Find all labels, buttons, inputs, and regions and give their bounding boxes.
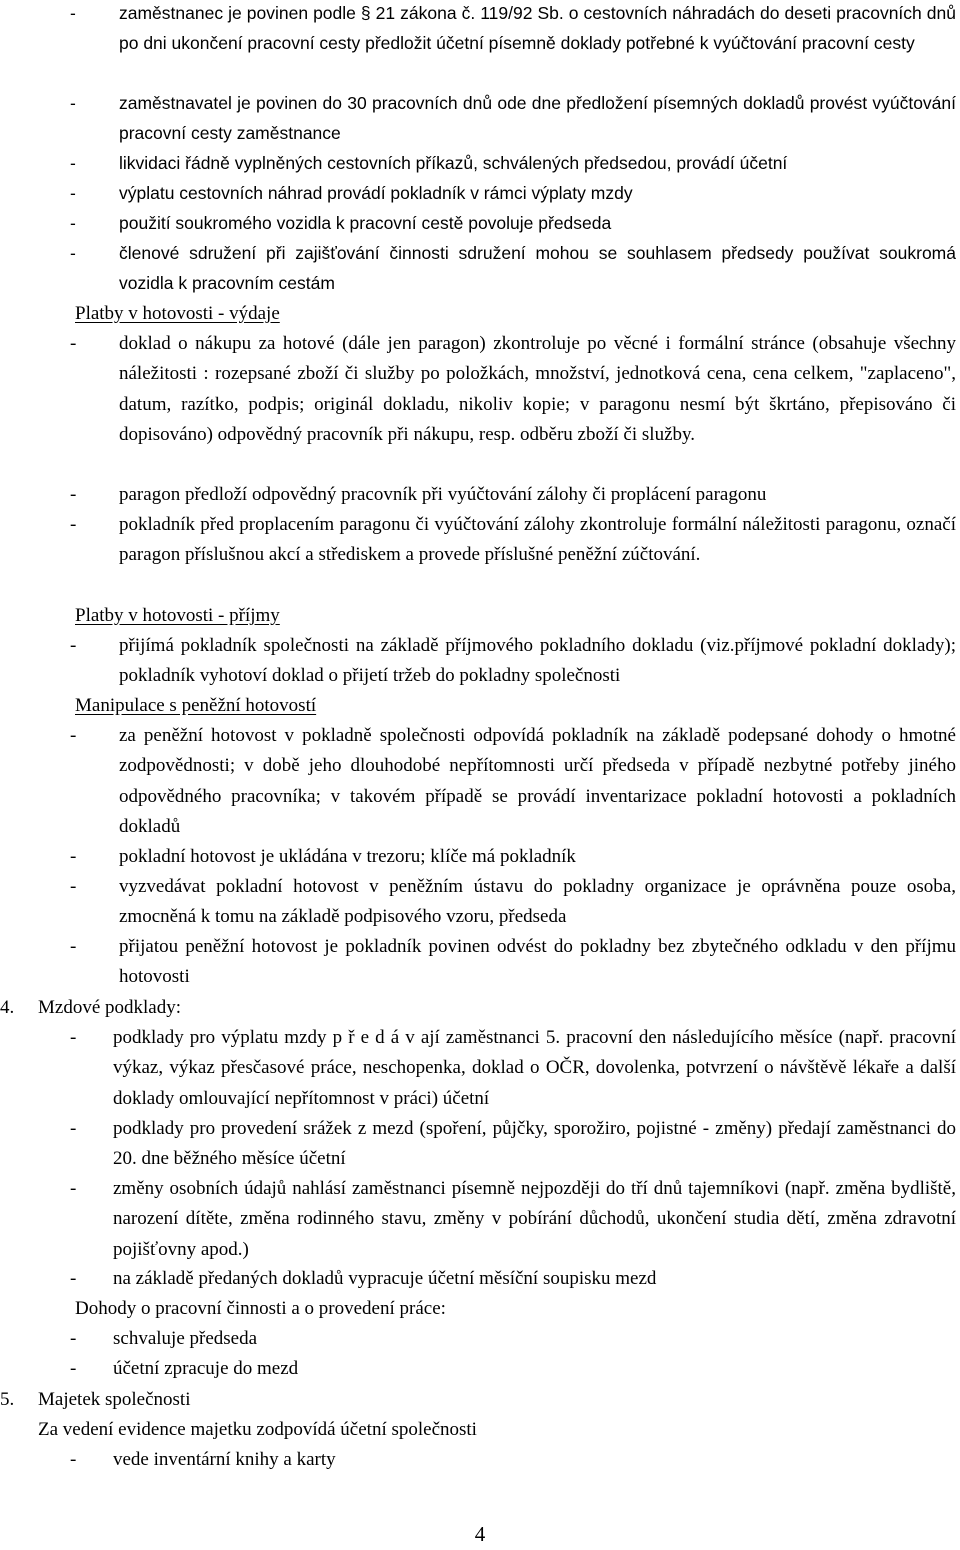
page-number: 4 xyxy=(474,1522,486,1546)
list-item-text: změny osobních údajů nahlásí zaměstnanci písemně nejpozději do tří dnů tajemníkovi (např. změna bydliště, narození dítěte, změna rodinného stavu, změny v pobírání důchodů, ukončení studia dětí, změna zdravotní pojišťovny apod.) xyxy=(113,1178,956,1260)
list-item-text: pokladník před proplacením paragonu či vyúčtování zálohy zkontroluje formální náležitosti paragonu, označí paragon příslušnou akcí a střediskem a provede příslušné peněžní zúčtování. xyxy=(119,514,956,566)
list-item xyxy=(70,1114,956,1175)
list-item-text: zaměstnanec je povinen podle § 21 zákona č. 119/92 Sb. o cestovních náhradách do deseti pracovních dnů po dni ukončení pracovní cesty předložit účetní písemně doklady potřebné k vyúčtování pracovní cesty xyxy=(119,3,956,54)
list-dash: - xyxy=(70,183,76,203)
list-item-text: vyzvedávat pokladní hotovost v peněžním ústavu do pokladny organizace je oprávněna pouze osoba, zmocněná k tomu na základě podpisového vzoru, předseda xyxy=(119,876,956,928)
list-item xyxy=(70,208,956,238)
list-item xyxy=(70,1023,956,1114)
list-item-text: účetní zpracuje do mezd xyxy=(113,1358,299,1379)
list-item xyxy=(70,1354,956,1384)
list-dash: - xyxy=(70,93,76,113)
list-item-text: paragon předloží odpovědný pracovník při vyúčtování zálohy či proplácení paragonu xyxy=(119,484,767,505)
list-item xyxy=(70,178,956,208)
list-item-text: přijatou peněžní hotovost je pokladník povinen odvést do pokladny bez zbytečného odkladu v den příjmu hotovosti xyxy=(119,936,956,988)
section-number: 4. xyxy=(0,997,15,1018)
list-dash: - xyxy=(70,333,77,354)
list-item xyxy=(70,1264,956,1294)
list-item xyxy=(70,872,956,933)
list-item-text: podklady pro provedení srážek z mezd (spoření, půjčky, sporožiro, pojistné - změny) předají zaměstnanci do 20. dne běžného měsíce účetní xyxy=(113,1118,956,1170)
list-item-text: výplatu cestovních náhrad provádí pokladník v rámci výplaty mzdy xyxy=(119,183,633,203)
list-item xyxy=(70,88,956,149)
list-item xyxy=(70,0,956,59)
list-item xyxy=(70,510,956,571)
dohody-title: Dohody o pracovní činnosti a o provedení práce: xyxy=(75,1298,446,1319)
list-dash: - xyxy=(70,846,77,867)
list-item xyxy=(70,1445,956,1475)
list-dash: - xyxy=(70,1328,77,1349)
section-number: 5. xyxy=(0,1389,15,1410)
list-item-text: podklady pro výplatu mzdy p ř e d á v ají zaměstnanci 5. pracovní den následujícího měsíce (např. pracovní výkaz, výkaz přesčasové práce, neschopenka, doklad o OČR, dovolenka, potvrzení o návštěvě lékaře a další doklady omlouvající nepřítomnost v práci) účetní xyxy=(113,1027,956,1109)
list-dash: - xyxy=(70,3,76,23)
list-dash: - xyxy=(70,243,76,263)
list-item xyxy=(70,842,956,872)
list-item-text: na základě předaných dokladů vypracuje účetní měsíční soupisku mezd xyxy=(113,1268,657,1289)
list-item-text: použití soukromého vozidla k pracovní cestě povoluje předseda xyxy=(119,213,612,233)
section-5-heading xyxy=(0,1385,191,1415)
list-item xyxy=(70,1324,956,1354)
section-heading-manipulace: Manipulace s peněžní hotovostí xyxy=(75,695,317,716)
list-item-text: zaměstnavatel je povinen do 30 pracovních dnů ode dne předložení písemných dokladů provést vyúčtování pracovní cesty zaměstnance xyxy=(119,93,956,144)
list-dash: - xyxy=(70,1027,77,1048)
list-item xyxy=(70,932,956,993)
list-item xyxy=(70,148,956,178)
list-dash: - xyxy=(70,876,77,897)
list-item xyxy=(70,329,956,450)
list-item-text: vede inventární knihy a karty xyxy=(113,1449,336,1470)
list-item-text: schvaluje předseda xyxy=(113,1328,258,1349)
list-dash: - xyxy=(70,936,77,957)
list-item-text: likvidaci řádně vyplněných cestovních příkazů, schválených předsedou, provádí účetní xyxy=(119,153,788,173)
list-dash: - xyxy=(70,725,77,746)
section-title: Majetek společnosti xyxy=(38,1389,191,1410)
list-dash: - xyxy=(70,484,77,505)
list-item xyxy=(70,480,956,510)
list-item-text: doklad o nákupu za hotové (dále jen paragon) zkontroluje po věcné i formální stránce (obsahuje všechny náležitosti : rozepsané zboží či služby po položkách, množství, jednotková cena, cena celkem, "zaplaceno", datum, razítko, podpis; originál dokladu, nikoliv kopie; v paragonu nesmí být škrtáno, přepisováno či dopisováno) odpovědný pracovník při nákupu, resp. odběru zboží či služby. xyxy=(119,333,956,445)
section-heading-vydaje: Platby v hotovosti - výdaje xyxy=(75,303,280,324)
list-item xyxy=(70,721,956,842)
list-item xyxy=(70,1174,956,1265)
list-item-text: přijímá pokladník společnosti na základě příjmového pokladního dokladu (viz.příjmové pokladní doklady); pokladník vyhotoví doklad o přijetí tržeb do pokladny společnosti xyxy=(119,635,956,687)
list-dash: - xyxy=(70,1178,77,1199)
list-dash: - xyxy=(70,1268,77,1289)
list-dash: - xyxy=(70,514,77,535)
list-dash: - xyxy=(70,153,76,173)
list-dash: - xyxy=(70,635,77,656)
section-heading-prijmy: Platby v hotovosti - příjmy xyxy=(75,605,280,626)
list-dash: - xyxy=(70,213,76,233)
list-item xyxy=(70,238,956,299)
section-title: Mzdové podklady: xyxy=(38,997,182,1018)
list-dash: - xyxy=(70,1358,77,1379)
section-5-subtitle: Za vedení evidence majetku zodpovídá účetní společnosti xyxy=(38,1419,477,1440)
list-item xyxy=(70,631,956,692)
section-4-heading xyxy=(0,993,181,1023)
list-item-text: pokladní hotovost je ukládána v trezoru; klíče má pokladník xyxy=(119,846,576,867)
list-item-text: členové sdružení při zajišťování činnosti sdružení mohou se souhlasem předsedy používat soukromá vozidla k pracovním cestám xyxy=(119,243,956,294)
list-dash: - xyxy=(70,1118,77,1139)
list-item-text: za peněžní hotovost v pokladně společnosti odpovídá pokladník na základě podepsané dohody o hmotné zodpovědnosti; v době jeho dlouhodobé nepřítomnosti určí předseda v případě nezbytné potřeby jiného odpovědného pracovníka; v takovém případě se provádí inventarizace pokladní hotovosti a pokladních dokladů xyxy=(119,725,956,837)
list-dash: - xyxy=(70,1449,77,1470)
